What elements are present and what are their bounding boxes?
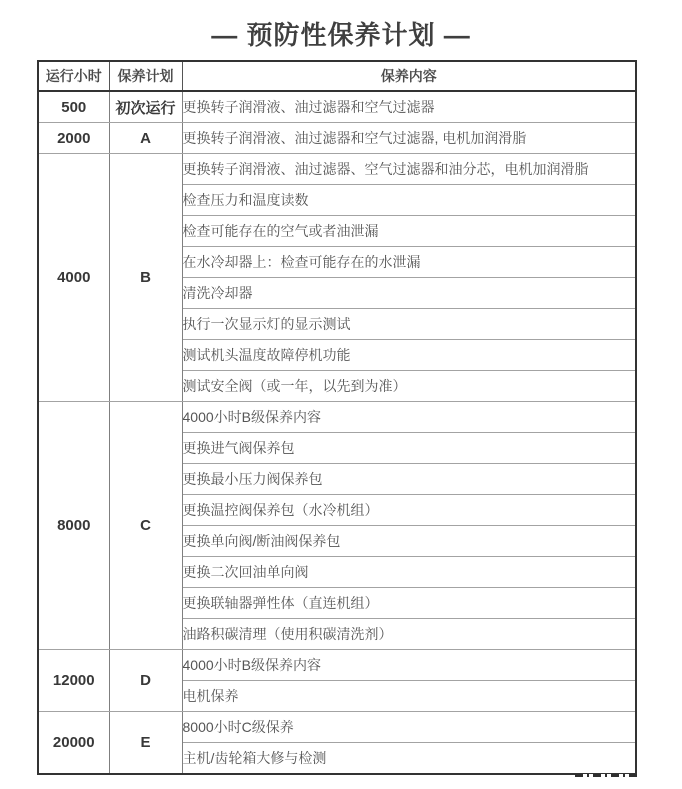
content-cell: 更换联轴器弹性体（直连机组） <box>182 588 636 619</box>
hours-cell: 4000 <box>38 154 109 402</box>
content-cell: 在水冷却器上：检查可能存在的水泄漏 <box>182 247 636 278</box>
content-cell: 4000小时B级保养内容 <box>182 650 636 681</box>
hours-cell: 12000 <box>38 650 109 712</box>
content-cell: 更换进气阀保养包 <box>182 433 636 464</box>
content-cell: 主机/齿轮箱大修与检测 <box>182 743 636 775</box>
table-row <box>38 650 636 681</box>
table-row <box>38 123 636 154</box>
content-cell: 电机保养 <box>182 681 636 712</box>
table-row <box>38 154 636 185</box>
content-cell: 更换二次回油单向阀 <box>182 557 636 588</box>
content-cell: 检查可能存在的空气或者油泄漏 <box>182 216 636 247</box>
hours-cell: 8000 <box>38 402 109 650</box>
content-cell: 检查压力和温度读数 <box>182 185 636 216</box>
content-cell: 更换转子润滑液、油过滤器和空气过滤器, 电机加润滑脂 <box>182 123 636 154</box>
hours-cell: 500 <box>38 91 109 123</box>
hours-cell: 2000 <box>38 123 109 154</box>
content-cell: 更换转子润滑液、油过滤器和空气过滤器 <box>182 91 636 123</box>
header-row <box>38 61 636 91</box>
header-content: 保养内容 <box>182 61 636 91</box>
plan-cell: E <box>109 712 182 775</box>
plan-cell: 初次运行 <box>109 91 182 123</box>
content-cell: 更换温控阀保养包（水冷机组） <box>182 495 636 526</box>
content-cell: 8000小时C级保养 <box>182 712 636 743</box>
maintenance-table-wrapper <box>37 60 637 775</box>
page-title: — 预防性保养计划 — <box>211 20 471 50</box>
content-cell: 测试安全阀（或一年，以先到为准） <box>182 371 636 402</box>
content-cell: 清洗冷却器 <box>182 278 636 309</box>
bottom-border-dash-artifact <box>575 774 637 777</box>
plan-cell: B <box>109 154 182 402</box>
maintenance-table <box>37 60 637 775</box>
hours-cell: 20000 <box>38 712 109 775</box>
plan-cell: A <box>109 123 182 154</box>
content-cell: 更换单向阀/断油阀保养包 <box>182 526 636 557</box>
header-hours: 运行小时 <box>38 61 109 91</box>
content-cell: 油路积碳清理（使用积碳清洗剂） <box>182 619 636 650</box>
content-cell: 更换转子润滑液、油过滤器、空气过滤器和油分芯，电机加润滑脂 <box>182 154 636 185</box>
content-cell: 更换最小压力阀保养包 <box>182 464 636 495</box>
table-row <box>38 402 636 433</box>
content-cell: 4000小时B级保养内容 <box>182 402 636 433</box>
plan-cell: D <box>109 650 182 712</box>
content-cell: 测试机头温度故障停机功能 <box>182 340 636 371</box>
header-plan: 保养计划 <box>109 61 182 91</box>
table-row <box>38 91 636 123</box>
table-header <box>38 61 636 91</box>
table-row <box>38 712 636 743</box>
table-body <box>38 91 636 774</box>
plan-cell: C <box>109 402 182 650</box>
content-cell: 执行一次显示灯的显示测试 <box>182 309 636 340</box>
